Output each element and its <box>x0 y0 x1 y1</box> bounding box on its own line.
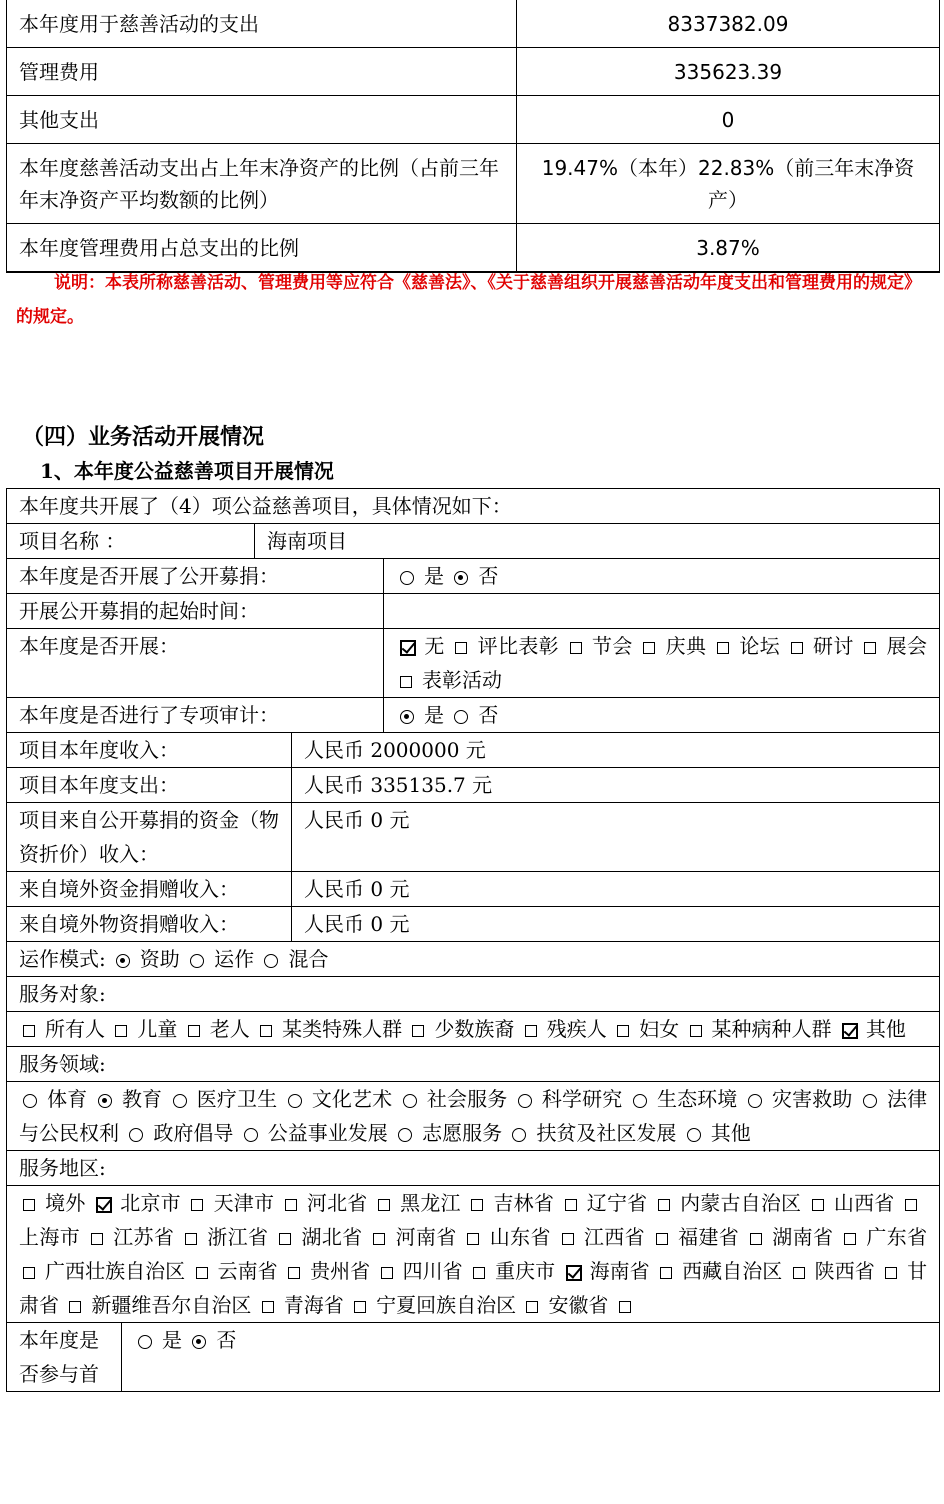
radio-empty-icon[interactable] <box>403 1094 417 1108</box>
option-label: 甘肃省 <box>19 1259 928 1317</box>
checkbox-empty-icon[interactable] <box>381 1267 393 1279</box>
option-label: 浙江省 <box>206 1225 269 1249</box>
checkbox-empty-icon[interactable] <box>262 1301 274 1313</box>
option-item[interactable] <box>94 1087 162 1111</box>
checkbox-empty-icon[interactable] <box>690 1025 702 1037</box>
subsection-title: 1、本年度公益慈善项目开展情况 <box>40 459 334 483</box>
finance-value: 3.87% <box>517 224 940 273</box>
option-item[interactable] <box>686 1017 832 1041</box>
option-label: 灾害救助 <box>771 1087 853 1111</box>
option-label: 河南省 <box>395 1225 457 1249</box>
option-label: 某种病种人群 <box>711 1017 832 1041</box>
option-item[interactable] <box>87 1225 174 1249</box>
option-item[interactable] <box>192 1259 278 1283</box>
option-label: 福建省 <box>677 1225 740 1249</box>
option-item[interactable] <box>186 947 254 971</box>
radio-empty-icon[interactable] <box>518 1094 532 1108</box>
option-label: 上海市 <box>19 1225 81 1249</box>
option-label: 河北省 <box>306 1191 368 1215</box>
option-item[interactable] <box>125 1121 233 1145</box>
option-label: 医疗卫生 <box>196 1087 278 1111</box>
targets-label: 服务对象: <box>7 977 940 1012</box>
checkbox-checked-icon[interactable] <box>400 640 416 656</box>
option-item[interactable] <box>369 1225 456 1249</box>
option-label: 湖南省 <box>771 1225 834 1249</box>
option-item[interactable] <box>111 1017 177 1041</box>
checkbox-empty-icon[interactable] <box>526 1301 538 1313</box>
option-label: 是 <box>424 703 444 727</box>
overseas-goods-value: 人民币 0 元 <box>292 907 940 942</box>
option-label: 表彰活动 <box>422 668 502 692</box>
expense-label: 项目本年度支出： <box>7 768 292 803</box>
income-label: 项目本年度收入： <box>7 733 292 768</box>
first-label: 本年度是否参与首 <box>7 1323 122 1392</box>
option-label: 安徽省 <box>548 1293 609 1317</box>
option-label: 庆典 <box>665 634 707 658</box>
option-item[interactable] <box>350 1293 516 1317</box>
radio-selected-icon[interactable] <box>98 1094 112 1108</box>
option-label: 山东省 <box>489 1225 551 1249</box>
option-item[interactable] <box>744 1087 853 1111</box>
option-label: 混合 <box>288 947 329 971</box>
option-label: 山西省 <box>833 1191 895 1215</box>
option-label: 体育 <box>47 1087 88 1111</box>
option-item[interactable] <box>838 1017 906 1041</box>
option-item[interactable] <box>654 1191 801 1215</box>
option-label: 妇女 <box>639 1017 680 1041</box>
option-label: 少数族裔 <box>434 1017 515 1041</box>
overseas-goods-label: 来自境外物资捐赠收入： <box>7 907 292 942</box>
option-label: 宁夏回族自治区 <box>376 1293 517 1317</box>
option-label: 否 <box>216 1328 237 1352</box>
option-label: 是 <box>424 564 444 588</box>
finance-value: 335623.39 <box>517 48 940 96</box>
expense-value: 人民币 335135.7 元 <box>292 768 940 803</box>
finance-row <box>7 96 940 144</box>
checkbox-empty-icon[interactable] <box>570 642 582 654</box>
option-label: 内蒙古自治区 <box>679 1191 802 1215</box>
option-label: 江苏省 <box>112 1225 175 1249</box>
option-item[interactable] <box>260 947 328 971</box>
targets-options <box>7 1012 940 1047</box>
option-item[interactable] <box>399 1087 508 1111</box>
option-item[interactable] <box>187 1191 274 1215</box>
checkbox-empty-icon[interactable] <box>378 1199 390 1211</box>
option-item[interactable] <box>656 1259 782 1283</box>
option-item[interactable] <box>284 1259 370 1283</box>
checkbox-empty-icon[interactable] <box>467 1233 479 1245</box>
checkbox-empty-icon[interactable] <box>373 1233 385 1245</box>
finance-label: 本年度用于慈善活动的支出 <box>7 0 517 48</box>
checkbox-empty-icon[interactable] <box>864 642 876 654</box>
radio-selected-icon[interactable] <box>192 1335 206 1349</box>
radio-empty-icon[interactable] <box>173 1094 187 1108</box>
checkbox-empty-icon[interactable] <box>23 1267 35 1279</box>
option-label: 扶贫及社区发展 <box>536 1121 677 1145</box>
radio-empty-icon[interactable] <box>512 1128 526 1142</box>
checkbox-empty-icon[interactable] <box>844 1233 856 1245</box>
option-item[interactable] <box>463 1225 550 1249</box>
checkbox-empty-icon[interactable] <box>565 1199 577 1211</box>
option-item[interactable] <box>374 1191 461 1215</box>
option-item[interactable] <box>396 564 444 588</box>
radio-empty-icon[interactable] <box>244 1128 258 1142</box>
option-item[interactable] <box>787 634 854 658</box>
checkbox-empty-icon[interactable] <box>717 642 729 654</box>
option-item[interactable] <box>184 1017 250 1041</box>
option-item[interactable] <box>451 634 559 658</box>
finance-label: 管理费用 <box>7 48 517 96</box>
radio-empty-icon[interactable] <box>288 1094 302 1108</box>
option-label: 无 <box>424 634 445 658</box>
option-item[interactable] <box>469 1259 555 1283</box>
checkbox-checked-icon[interactable] <box>96 1197 112 1213</box>
activities-label: 本年度是否开展： <box>7 629 384 698</box>
checkbox-empty-icon[interactable] <box>643 642 655 654</box>
checkbox-empty-icon[interactable] <box>750 1233 762 1245</box>
option-item[interactable] <box>562 1259 650 1283</box>
checkbox-empty-icon[interactable] <box>285 1199 297 1211</box>
checkbox-empty-icon[interactable] <box>354 1301 366 1313</box>
option-item[interactable] <box>613 1017 679 1041</box>
checkbox-empty-icon[interactable] <box>473 1267 485 1279</box>
option-label: 儿童 <box>137 1017 178 1041</box>
option-label: 否 <box>478 703 499 727</box>
option-label: 其他 <box>865 1017 906 1041</box>
option-label: 是 <box>162 1328 182 1352</box>
option-label: 所有人 <box>45 1017 105 1041</box>
option-label: 运作 <box>214 947 255 971</box>
option-item[interactable] <box>808 1191 895 1215</box>
radio-empty-icon[interactable] <box>23 1094 37 1108</box>
option-item[interactable] <box>860 634 927 658</box>
checkbox-empty-icon[interactable] <box>191 1199 203 1211</box>
public-fundraising-options <box>384 559 940 594</box>
option-label: 研讨 <box>812 634 854 658</box>
option-label: 法律与公民权利 <box>19 1087 928 1145</box>
option-label: 否 <box>478 564 499 588</box>
option-label: 天津市 <box>213 1191 275 1215</box>
option-item[interactable] <box>284 1087 393 1111</box>
option-label: 贵州省 <box>310 1259 371 1283</box>
option-item[interactable] <box>652 1225 739 1249</box>
checkbox-empty-icon[interactable] <box>279 1233 291 1245</box>
option-item[interactable] <box>19 1017 105 1041</box>
option-label: 湖北省 <box>301 1225 363 1249</box>
option-label: 文化艺术 <box>311 1087 393 1111</box>
option-item[interactable] <box>65 1293 251 1317</box>
option-item[interactable] <box>840 1225 927 1249</box>
finance-row <box>7 144 940 224</box>
option-label: 黑龙江 <box>400 1191 461 1215</box>
finance-value: 19.47%（本年）22.83%（前三年末净资产） <box>517 144 940 224</box>
project-intro: 本年度共开展了（4）项公益慈善项目，具体情况如下： <box>7 489 940 524</box>
option-item[interactable] <box>566 634 633 658</box>
option-item[interactable] <box>19 1259 185 1283</box>
option-item[interactable] <box>629 1087 738 1111</box>
option-item[interactable] <box>377 1259 463 1283</box>
checkbox-checked-icon[interactable] <box>842 1023 858 1039</box>
audit-options <box>384 698 940 733</box>
checkbox-empty-icon[interactable] <box>656 1233 668 1245</box>
checkbox-empty-icon[interactable] <box>455 642 467 654</box>
finance-label: 本年度慈善活动支出占上年末净资产的比例（占前三年年末净资产平均数额的比例） <box>7 144 517 224</box>
activities-options <box>384 629 940 698</box>
regions-label: 服务地区: <box>7 1151 940 1186</box>
option-item[interactable] <box>275 1225 362 1249</box>
checkbox-empty-icon[interactable] <box>562 1233 574 1245</box>
option-label: 某类特殊人群 <box>282 1017 403 1041</box>
option-label: 江西省 <box>583 1225 646 1249</box>
radio-empty-icon[interactable] <box>398 1128 412 1142</box>
option-label: 老人 <box>209 1017 250 1041</box>
overseas-cash-label: 来自境外资金捐赠收入： <box>7 872 292 907</box>
option-item[interactable] <box>258 1293 344 1317</box>
checkbox-empty-icon[interactable] <box>185 1233 197 1245</box>
option-item[interactable] <box>508 1121 676 1145</box>
option-item[interactable] <box>408 1017 514 1041</box>
option-item[interactable] <box>396 668 502 692</box>
option-item[interactable] <box>19 1087 87 1111</box>
option-label: 社会服务 <box>426 1087 508 1111</box>
checkbox-empty-icon[interactable] <box>23 1199 35 1211</box>
option-item[interactable] <box>467 1191 554 1215</box>
radio-empty-icon[interactable] <box>454 710 468 724</box>
fundraising-start-value <box>384 594 940 629</box>
option-label: 残疾人 <box>546 1017 607 1041</box>
option-label: 重庆市 <box>495 1259 556 1283</box>
option-item[interactable] <box>396 703 444 727</box>
option-item[interactable] <box>450 564 498 588</box>
checkbox-empty-icon[interactable] <box>471 1199 483 1211</box>
option-item[interactable] <box>396 634 445 658</box>
fundraising-start-label: 开展公开募捐的起始时间： <box>7 594 384 629</box>
checkbox-empty-icon[interactable] <box>793 1267 805 1279</box>
option-label: 教育 <box>121 1087 163 1111</box>
option-item[interactable] <box>256 1017 402 1041</box>
option-label: 境外 <box>45 1191 86 1215</box>
checkbox-empty-icon[interactable] <box>905 1199 917 1211</box>
checkbox-empty-icon[interactable] <box>617 1025 629 1037</box>
option-label: 生态环境 <box>656 1087 738 1111</box>
option-item[interactable] <box>112 947 180 971</box>
radio-empty-icon[interactable] <box>748 1094 762 1108</box>
option-label: 科学研究 <box>541 1087 623 1111</box>
public-income-label: 项目来自公开募捐的资金（物资折价）收入： <box>7 803 292 872</box>
radio-empty-icon[interactable] <box>190 954 204 968</box>
fields-options <box>7 1082 940 1151</box>
option-item[interactable] <box>639 634 706 658</box>
audit-label: 本年度是否进行了专项审计： <box>7 698 384 733</box>
checkbox-empty-icon[interactable] <box>525 1025 537 1037</box>
finance-value: 0 <box>517 96 940 144</box>
section-title: （四）业务活动开展情况 <box>22 424 265 450</box>
checkbox-empty-icon[interactable] <box>69 1301 81 1313</box>
radio-empty-icon[interactable] <box>400 571 414 585</box>
first-options <box>122 1323 940 1392</box>
option-item[interactable] <box>169 1087 278 1111</box>
option-item[interactable] <box>514 1087 623 1111</box>
option-item[interactable] <box>92 1191 181 1215</box>
option-label: 海南省 <box>589 1259 650 1283</box>
option-label: 北京市 <box>120 1191 181 1215</box>
option-label: 公益事业发展 <box>267 1121 388 1145</box>
option-label: 云南省 <box>217 1259 278 1283</box>
option-label: 资助 <box>139 947 180 971</box>
option-label: 青海省 <box>283 1293 344 1317</box>
option-label: 广东省 <box>866 1225 928 1249</box>
option-item[interactable] <box>181 1225 268 1249</box>
checkbox-empty-icon[interactable] <box>619 1301 631 1313</box>
option-item[interactable] <box>522 1293 608 1317</box>
option-label: 吉林省 <box>493 1191 555 1215</box>
finance-label: 其他支出 <box>7 96 517 144</box>
option-label: 展会 <box>886 634 928 658</box>
checkbox-empty-icon[interactable] <box>288 1267 300 1279</box>
option-label: 政府倡导 <box>153 1121 234 1145</box>
radio-empty-icon[interactable] <box>264 954 278 968</box>
operation-mode: 运作模式: 资助 运作 混合 <box>7 942 940 977</box>
income-value: 人民币 2000000 元 <box>292 733 940 768</box>
option-label: 四川省 <box>402 1259 463 1283</box>
checkbox-empty-icon[interactable] <box>812 1199 824 1211</box>
option-item[interactable] <box>19 1191 86 1215</box>
radio-selected-icon[interactable] <box>116 954 130 968</box>
option-item[interactable] <box>281 1191 368 1215</box>
option-item[interactable] <box>521 1017 607 1041</box>
option-label: 论坛 <box>739 634 780 658</box>
public-income-value: 人民币 0 元 <box>292 803 940 872</box>
checkbox-empty-icon[interactable] <box>115 1025 127 1037</box>
radio-empty-icon[interactable] <box>129 1128 143 1142</box>
project-name-value: 海南项目 <box>255 524 940 559</box>
finance-row <box>7 224 940 273</box>
radio-empty-icon[interactable] <box>138 1335 152 1349</box>
option-label: 新疆维吾尔自治区 <box>91 1293 252 1317</box>
finance-table <box>6 0 940 273</box>
checkbox-empty-icon[interactable] <box>188 1025 200 1037</box>
option-label: 辽宁省 <box>586 1191 648 1215</box>
option-label: 其他 <box>710 1121 751 1145</box>
overseas-cash-value: 人民币 0 元 <box>292 872 940 907</box>
radio-empty-icon[interactable] <box>687 1128 701 1142</box>
option-item[interactable] <box>450 703 498 727</box>
finance-value: 8337382.09 <box>517 0 940 48</box>
finance-row <box>7 0 940 48</box>
option-label: 节会 <box>591 634 633 658</box>
radio-selected-icon[interactable] <box>400 710 414 724</box>
note-text: 说明：本表所称慈善活动、管理费用等应符合《慈善法》、《关于慈善组织开展慈善活动年度支出和管理费用的规定》的规定。 <box>16 273 921 327</box>
finance-row <box>7 48 940 96</box>
checkbox-empty-icon[interactable] <box>23 1025 35 1037</box>
option-item[interactable] <box>561 1191 648 1215</box>
option-item[interactable] <box>188 1328 236 1352</box>
option-item[interactable] <box>746 1225 833 1249</box>
project-table <box>6 488 940 1392</box>
option-item[interactable] <box>558 1225 645 1249</box>
fields-label: 服务领域: <box>7 1047 940 1082</box>
option-label: 陕西省 <box>814 1259 875 1283</box>
option-item[interactable] <box>713 634 780 658</box>
checkbox-empty-icon[interactable] <box>400 676 412 688</box>
option-label: 广西壮族自治区 <box>45 1259 186 1283</box>
public-fundraising-label: 本年度是否开展了公开募捐： <box>7 559 384 594</box>
checkbox-checked-icon[interactable] <box>566 1265 582 1281</box>
checkbox-empty-icon[interactable] <box>91 1233 103 1245</box>
option-label: 评比表彰 <box>477 634 559 658</box>
option-label: 志愿服务 <box>422 1121 503 1145</box>
checkbox-empty-icon[interactable] <box>260 1025 272 1037</box>
checkbox-empty-icon[interactable] <box>660 1267 672 1279</box>
radio-selected-icon[interactable] <box>454 571 468 585</box>
checkbox-empty-icon[interactable] <box>885 1267 897 1279</box>
radio-empty-icon[interactable] <box>633 1094 647 1108</box>
checkbox-empty-icon[interactable] <box>196 1267 208 1279</box>
radio-empty-icon[interactable] <box>863 1094 877 1108</box>
option-item[interactable] <box>394 1121 502 1145</box>
finance-label: 本年度管理费用占总支出的比例 <box>7 224 517 273</box>
option-item[interactable] <box>789 1259 875 1283</box>
checkbox-empty-icon[interactable] <box>791 642 803 654</box>
option-item[interactable] <box>240 1121 388 1145</box>
checkbox-empty-icon[interactable] <box>658 1199 670 1211</box>
option-item[interactable] <box>134 1328 182 1352</box>
option-item[interactable] <box>683 1121 751 1145</box>
regions-options <box>7 1186 940 1323</box>
checkbox-empty-icon[interactable] <box>412 1025 424 1037</box>
option-label: 西藏自治区 <box>682 1259 783 1283</box>
project-name-label: 项目名称 ： <box>7 524 255 559</box>
